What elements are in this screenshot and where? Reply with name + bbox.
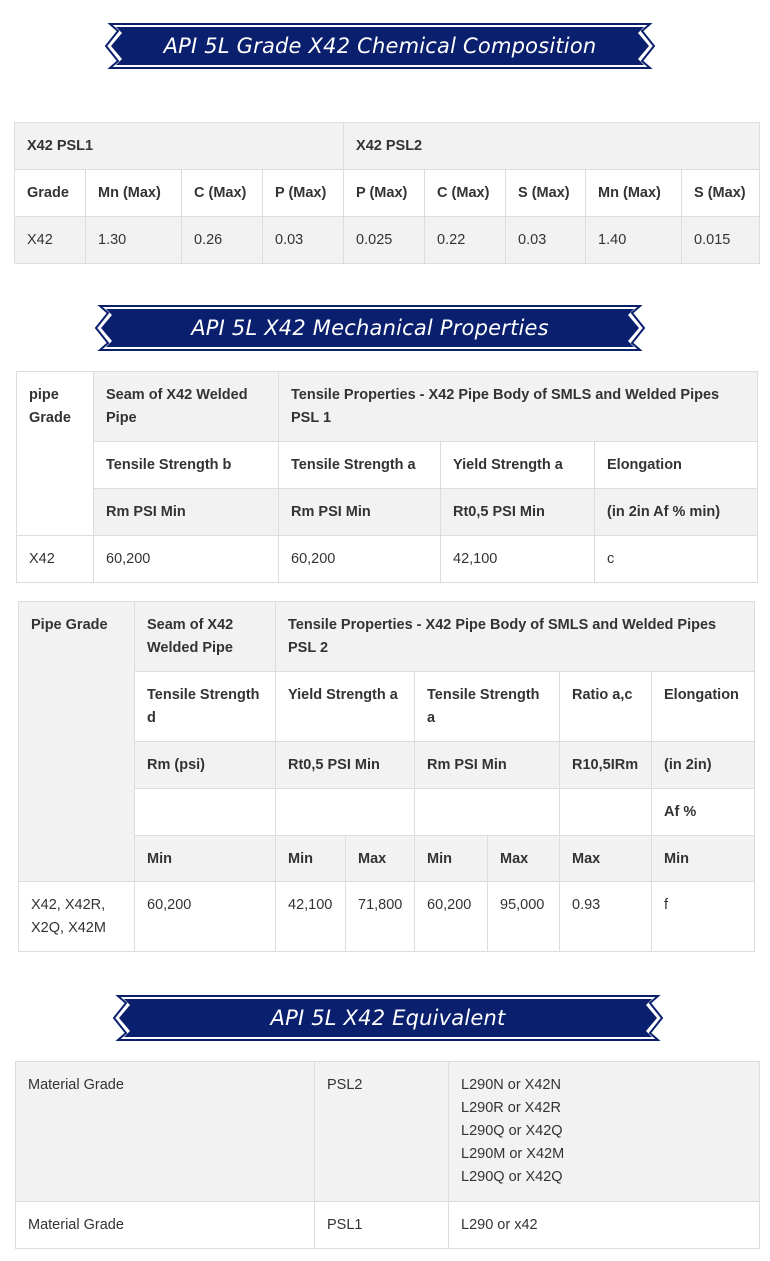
section-title-banner xyxy=(102,22,658,70)
column-header: Mn (Max) xyxy=(86,170,182,217)
group-header-psl1: X42 PSL1 xyxy=(15,123,344,170)
table-row xyxy=(16,1062,760,1202)
table-cell: 0.03 xyxy=(506,217,586,264)
empty-cell xyxy=(415,789,560,836)
table-cell: 95,000 xyxy=(488,882,560,952)
table-row xyxy=(19,882,755,952)
section-title-banner xyxy=(92,304,648,352)
table-cell: 1.40 xyxy=(586,217,682,264)
sub-header: Elongation xyxy=(652,672,755,742)
chemical-composition-table xyxy=(14,122,760,264)
unit-header-af: Af % xyxy=(652,789,755,836)
table-cell: PSL2 xyxy=(315,1062,449,1202)
table-cell: 60,200 xyxy=(415,882,488,952)
value-line: L290N or X42N xyxy=(461,1077,561,1093)
table-cell-values xyxy=(449,1062,760,1202)
unit-header: Rm (psi) xyxy=(135,742,276,789)
unit-header: (in 2in) xyxy=(652,742,755,789)
column-header: S (Max) xyxy=(506,170,586,217)
table-cell: 0.93 xyxy=(560,882,652,952)
limit-header: Min xyxy=(135,836,276,882)
limit-header: Min xyxy=(652,836,755,882)
value-line: L290Q or X42Q xyxy=(461,1169,563,1185)
table-cell: 0.025 xyxy=(344,217,425,264)
table-cell: 42,100 xyxy=(276,882,346,952)
table-cell: 0.015 xyxy=(682,217,760,264)
table-cell: 42,100 xyxy=(441,536,595,583)
value-line: L290R or X42R xyxy=(461,1100,561,1116)
limit-header: Max xyxy=(346,836,415,882)
section-title-banner xyxy=(110,994,666,1042)
empty-cell xyxy=(276,789,415,836)
column-header-seam: Seam of X42 Welded Pipe xyxy=(135,602,276,672)
table-cell: f xyxy=(652,882,755,952)
table-cell: 60,200 xyxy=(279,536,441,583)
table-cell: X42, X42R, X2Q, X42M xyxy=(19,882,135,952)
unit-header: Rt0,5 PSI Min xyxy=(276,742,415,789)
column-header: P (Max) xyxy=(263,170,344,217)
column-header: P (Max) xyxy=(344,170,425,217)
table-row xyxy=(17,536,758,583)
section-title: API 5L X42 Mechanical Properties xyxy=(191,316,549,340)
unit-header: R10,5IRm xyxy=(560,742,652,789)
value-line: L290 or x42 xyxy=(461,1217,538,1233)
sub-header: Tensile Strength d xyxy=(135,672,276,742)
limit-header: Min xyxy=(415,836,488,882)
unit-header: Rm PSI Min xyxy=(279,489,441,536)
sub-header: Tensile Strength b xyxy=(94,442,279,489)
column-header-tensile-group: Tensile Properties - X42 Pipe Body of SMLS and Welded Pipes PSL 2 xyxy=(276,602,755,672)
unit-header: Rm PSI Min xyxy=(94,489,279,536)
column-header: S (Max) xyxy=(682,170,760,217)
limit-header: Min xyxy=(276,836,346,882)
table-cell: 1.30 xyxy=(86,217,182,264)
sub-header: Tensile Strength a xyxy=(415,672,560,742)
sub-header: Tensile Strength a xyxy=(279,442,441,489)
group-header-psl2: X42 PSL2 xyxy=(344,123,760,170)
table-cell: 60,200 xyxy=(94,536,279,583)
column-header-grade: Pipe Grade xyxy=(19,602,135,882)
column-header: C (Max) xyxy=(182,170,263,217)
section-title: API 5L X42 Equivalent xyxy=(270,1006,506,1030)
table-cell: 0.26 xyxy=(182,217,263,264)
mechanical-psl1-table xyxy=(16,371,758,583)
empty-cell xyxy=(135,789,276,836)
column-header-seam: Seam of X42 Welded Pipe xyxy=(94,372,279,442)
column-header: Grade xyxy=(15,170,86,217)
table-cell: PSL1 xyxy=(315,1202,449,1249)
table-row xyxy=(16,1202,760,1249)
table-cell: Material Grade xyxy=(16,1202,315,1249)
sub-header: Ratio a,c xyxy=(560,672,652,742)
column-header: C (Max) xyxy=(425,170,506,217)
table-row xyxy=(15,217,760,264)
table-cell: 71,800 xyxy=(346,882,415,952)
table-cell: Material Grade xyxy=(16,1062,315,1202)
equivalent-table xyxy=(15,1061,760,1249)
section-title: API 5L Grade X42 Chemical Composition xyxy=(163,34,597,58)
value-line: L290Q or X42Q xyxy=(461,1123,563,1139)
unit-header: Rm PSI Min xyxy=(415,742,560,789)
column-header: Mn (Max) xyxy=(586,170,682,217)
column-header-grade: pipe Grade xyxy=(17,372,94,536)
table-cell: 0.03 xyxy=(263,217,344,264)
table-cell: X42 xyxy=(15,217,86,264)
value-line: L290M or X42M xyxy=(461,1146,565,1162)
unit-header: Rt0,5 PSI Min xyxy=(441,489,595,536)
table-cell-values xyxy=(449,1202,760,1249)
limit-header: Max xyxy=(560,836,652,882)
sub-header: Yield Strength a xyxy=(276,672,415,742)
empty-cell xyxy=(560,789,652,836)
sub-header: Yield Strength a xyxy=(441,442,595,489)
column-header-tensile-group: Tensile Properties - X42 Pipe Body of SMLS and Welded Pipes PSL 1 xyxy=(279,372,758,442)
unit-header: (in 2in Af % min) xyxy=(595,489,758,536)
limit-header: Max xyxy=(488,836,560,882)
sub-header: Elongation xyxy=(595,442,758,489)
table-cell: 0.22 xyxy=(425,217,506,264)
table-cell: c xyxy=(595,536,758,583)
table-cell: X42 xyxy=(17,536,94,583)
mechanical-psl2-table xyxy=(18,601,755,952)
table-cell: 60,200 xyxy=(135,882,276,952)
